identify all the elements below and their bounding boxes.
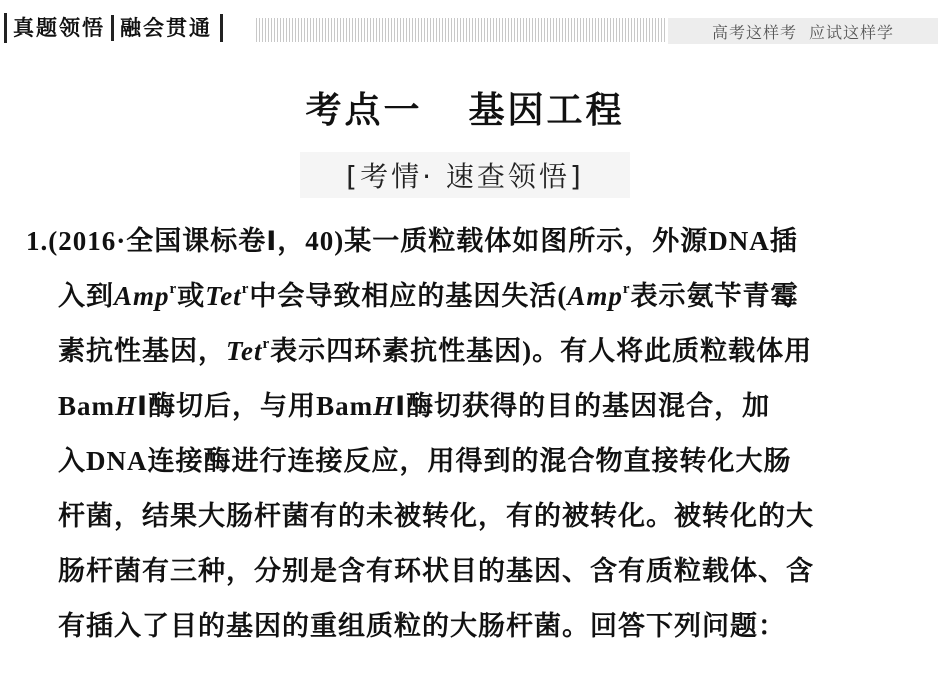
text-span: 入 — [58, 446, 86, 477]
question-number: 1.(2016· — [26, 226, 127, 256]
question-line-4 — [26, 379, 906, 434]
question-number-40: 40) — [305, 226, 345, 256]
text-span: 或 — [177, 281, 206, 312]
roman-one: Ⅰ — [137, 391, 149, 422]
superscript-r: r — [262, 336, 271, 352]
text-span: 插 — [769, 226, 798, 257]
text-span: 连接酶进行连接反应，用得到的混合物直接转化大肠 — [147, 446, 792, 477]
question-line-8: 有插入了目的基因的重组质粒的大肠杆菌。回答下列问题： — [58, 611, 786, 642]
question-line-2 — [26, 269, 906, 324]
section-badge — [4, 13, 223, 43]
term-bam: Bam — [58, 391, 115, 421]
paren-open: ( — [557, 281, 568, 311]
badge-left-label: 真题领悟 — [13, 15, 105, 40]
question-line-7: 肠杆菌有三种，分别是含有环状目的基因、含有质粒载体、含 — [58, 556, 814, 587]
text-span: 。有人将此质粒载体用 — [532, 336, 813, 367]
term-bam: Bam — [316, 391, 374, 421]
text-span: 表示氨苄青霉 — [630, 281, 799, 312]
header-tag-left: 高考这样考 — [711, 22, 797, 42]
term-dna: DNA — [86, 446, 148, 476]
badge-tail — [220, 14, 223, 42]
question-source: 全国课标卷Ⅰ — [126, 226, 278, 257]
question-text — [26, 214, 906, 654]
superscript-r: r — [622, 281, 631, 297]
text-span: 酶切后，与用 — [148, 391, 317, 422]
text-span: 素抗性基因， — [58, 336, 226, 367]
paren-close: ) — [522, 336, 533, 366]
question-line-6: 杆菌，结果大肠杆菌有的未被转化，有的被转化。被转化的大 — [58, 501, 814, 532]
term-h: H — [115, 391, 138, 421]
text-span: 酶切获得的目的基因混合，加 — [406, 391, 771, 422]
term-tet: Tet — [205, 281, 242, 311]
subtitle-text: [考情· 速查领悟] — [346, 160, 584, 193]
question-line-1 — [26, 214, 906, 269]
text-span: 入到 — [58, 281, 114, 312]
header-tag — [668, 18, 938, 44]
term-amp: Amp — [567, 281, 623, 311]
header-tag-right: 应试这样学 — [809, 22, 895, 42]
term-dna: DNA — [708, 226, 770, 256]
term-h: H — [373, 391, 396, 421]
text-span: 表示四环素抗性基因 — [270, 336, 523, 367]
term-amp: Amp — [114, 281, 170, 311]
text-span: 某一质粒载体如图所示，外源 — [344, 226, 709, 257]
text-span: ， — [277, 226, 306, 257]
text-span: 中会导致相应的基因失活 — [249, 281, 558, 312]
badge-right-label: 融会贯通 — [120, 15, 212, 40]
header-stripes — [256, 18, 666, 42]
question-line-3 — [26, 324, 906, 379]
title-part1: 考点一 — [305, 90, 423, 131]
subtitle-box — [300, 152, 630, 198]
term-tet: Tet — [226, 336, 263, 366]
page-title — [0, 82, 930, 133]
roman-one: Ⅰ — [395, 391, 407, 422]
header-bar — [0, 0, 950, 44]
superscript-r: r — [169, 281, 178, 297]
question-line-5 — [26, 434, 906, 489]
title-part2: 基因工程 — [468, 90, 625, 131]
superscript-r: r — [241, 281, 250, 297]
